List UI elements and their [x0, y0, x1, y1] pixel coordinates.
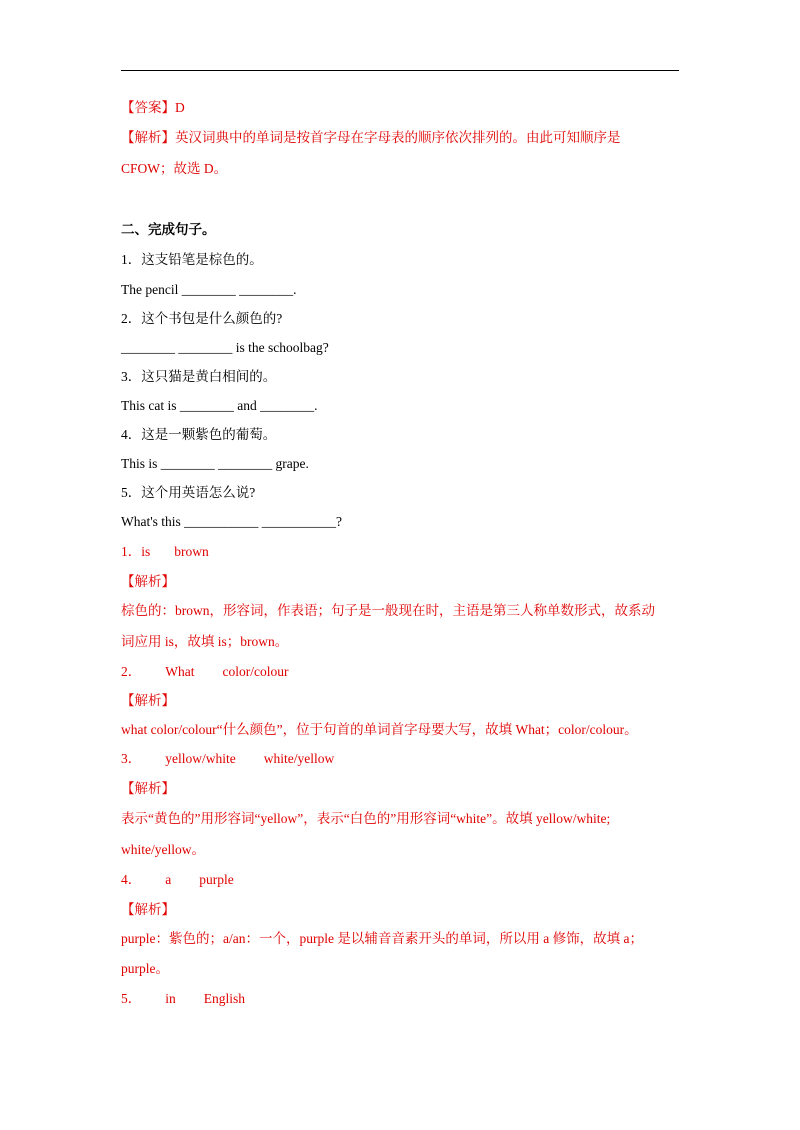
answer-1-explanation-1: 棕色的：brown，形容词，作表语；句子是一般现在时，主语是第三人称单数形式，故系动 — [121, 603, 655, 618]
answer-4-analysis-label: 【解析】 — [121, 902, 175, 917]
answer-3-explanation-2: white/yellow。 — [121, 842, 205, 857]
answer-3-analysis-label: 【解析】 — [121, 781, 175, 796]
answer-1-number: 1． — [121, 544, 142, 559]
answer-2-number: 2． — [121, 664, 142, 679]
answer-1-word1: is — [141, 544, 151, 559]
answer-2 — [121, 662, 288, 682]
question-1-sentence: The pencil ________ ________. — [121, 282, 297, 297]
answer-3-explanation-1: 表示“黄色的”用形容词“yellow”，表示“白色的”用形容词“white”。故填 yellow/white; — [121, 811, 611, 826]
question-5-sentence: What's this ___________ ___________? — [121, 514, 343, 529]
section-title: 二、完成句子。 — [121, 222, 216, 237]
analysis-line-2: CFOW；故选 D。 — [121, 161, 228, 176]
answer-5-number: 5． — [121, 991, 142, 1006]
answer-5 — [121, 989, 245, 1009]
answer-2-word1: What — [165, 664, 195, 679]
answer-4 — [121, 870, 234, 890]
answer-5-word2: English — [203, 991, 246, 1006]
question-2-sentence: ________ ________ is the schoolbag? — [121, 340, 329, 355]
answer-1-explanation-2: 词应用 is，故填 is；brown。 — [121, 634, 289, 649]
analysis-line-1: 【解析】英汉词典中的单词是按首字母在字母表的顺序依次排列的。由此可知顺序是 — [121, 130, 621, 145]
question-1-prompt: 1．这支铅笔是棕色的。 — [121, 252, 263, 267]
question-3-prompt: 3．这只猫是黄白相间的。 — [121, 369, 277, 384]
answer-4-word2: purple — [199, 872, 234, 887]
answer-4-word1: a — [165, 872, 172, 887]
answer-5-word1: in — [165, 991, 176, 1006]
answer-2-analysis-label: 【解析】 — [121, 693, 175, 708]
header-rule — [121, 70, 679, 71]
answer-label: 【答案】D — [121, 100, 185, 115]
answer-2-word2: color/colour — [222, 664, 289, 679]
answer-1 — [121, 542, 209, 562]
answer-4-number: 4． — [121, 872, 142, 887]
question-4-sentence: This is ________ ________ grape. — [121, 456, 309, 471]
question-4-prompt: 4．这是一颗紫色的葡萄。 — [121, 427, 277, 442]
answer-2-explanation-1: what color/colour“什么颜色”，位于句首的单词首字母要大写，故填 What；color/colour。 — [121, 722, 638, 737]
answer-3-word1: yellow/white — [165, 751, 236, 766]
question-3-sentence: This cat is ________ and ________. — [121, 398, 318, 413]
answer-1-word2: brown — [174, 544, 209, 559]
question-5-prompt: 5．这个用英语怎么说? — [121, 485, 256, 500]
answer-4-explanation-1: purple：紫色的；a/an：一个，purple 是以辅音音素开头的单词，所以用 a 修饰，故填 a； — [121, 931, 643, 946]
answer-1-analysis-label: 【解析】 — [121, 574, 175, 589]
answer-4-explanation-2: purple。 — [121, 961, 169, 976]
answer-3-number: 3． — [121, 751, 142, 766]
answer-3-word2: white/yellow — [263, 751, 335, 766]
question-2-prompt: 2．这个书包是什么颜色的? — [121, 311, 283, 326]
answer-3 — [121, 749, 334, 769]
